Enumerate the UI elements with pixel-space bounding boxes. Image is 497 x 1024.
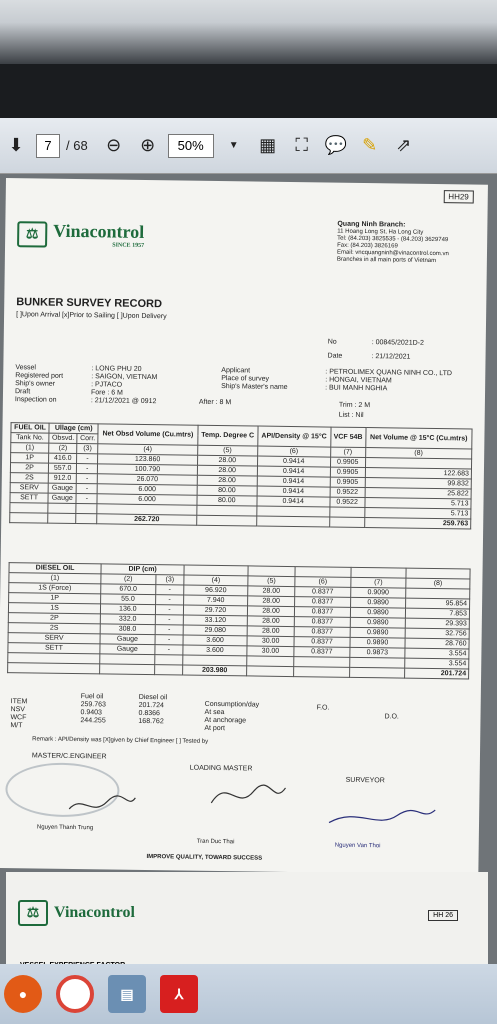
page-count: / 68 <box>66 138 88 153</box>
branch-tel: Tel: (84.203) 3825535 - (84.203) 3629749 <box>337 235 449 244</box>
fuel-sub-corr: Corr. <box>77 434 98 444</box>
table-cell: SERV <box>10 483 48 494</box>
table-cell: 0.9890 <box>350 617 406 628</box>
table-cell: 0.9522 <box>330 487 365 497</box>
consumption-port: At port <box>204 724 226 733</box>
slogan: IMPROVE QUALITY, TOWARD SUCCESS <box>146 854 263 862</box>
signature-master <box>67 789 137 820</box>
no-label: No <box>327 338 337 346</box>
value-aft: After : 8 M <box>198 398 232 407</box>
table-cell: Gauge <box>100 644 155 655</box>
idx: (3) <box>156 575 185 585</box>
diesel-total-net: 201.724 <box>405 668 469 679</box>
share-icon[interactable]: ⇗ <box>396 135 412 155</box>
taskbar <box>0 964 497 1024</box>
branch-address: 11 Hoang Long St, Ha Long City <box>337 228 424 236</box>
idx: (1) <box>11 443 49 454</box>
table-cell: 55.0 <box>101 594 156 605</box>
name-loading: Tran Duc Thai <box>196 838 235 846</box>
table-cell: 28.760 <box>405 638 469 649</box>
table-cell: 29.393 <box>406 618 470 629</box>
fit-page-icon[interactable]: ▦ <box>259 135 277 155</box>
table-cell: 0.9414 <box>257 486 330 497</box>
remark: Remark : API/Density was [X]given by Chief Engineer [ ] Tested by <box>32 736 209 745</box>
diesel-oil-table <box>7 562 471 679</box>
table-cell: 912.0 <box>48 473 76 483</box>
table-cell: 6.000 <box>97 484 197 495</box>
table-cell: 670.0 <box>101 584 156 595</box>
table-cell: 0.8377 <box>294 647 350 658</box>
table-cell: 2P <box>10 463 48 474</box>
table-cell: 5.713 <box>365 498 471 509</box>
page-number-input[interactable]: 7 <box>36 134 60 158</box>
pdf-toolbar <box>0 118 497 174</box>
table-cell: - <box>155 635 184 645</box>
name-master: Nguyen Thanh Trung <box>36 824 94 832</box>
image-viewer-icon[interactable]: ▤ <box>108 975 146 1013</box>
diesel-summary <box>138 694 167 726</box>
table-cell: SERV <box>8 633 100 644</box>
consumption-anchorage: At anchorage <box>204 716 247 725</box>
fuel-header-net: Net Volume @ 15°C (Cu.mtrs) <box>365 428 472 449</box>
table-cell: 332.0 <box>100 614 155 625</box>
page2-code: HH 26 <box>428 910 458 921</box>
idx: (1) <box>9 573 101 584</box>
list-value: List : Nil <box>338 411 364 420</box>
fuel-oil-table <box>9 422 472 529</box>
idx: (5) <box>197 445 257 456</box>
table-cell: 28.00 <box>248 586 295 597</box>
table-cell: 28.00 <box>247 626 294 637</box>
applicant-values <box>325 368 452 394</box>
surveyor-label: SURVEYOR <box>345 776 385 785</box>
table-cell: 0.9905 <box>330 457 365 467</box>
company-logo-page2 <box>18 900 135 926</box>
date-value: : 21/12/2021 <box>371 353 411 361</box>
value-place: : HONGAI, VIETNAM <box>325 376 392 385</box>
date-label: Date <box>327 352 343 360</box>
label-master: Ship's Master's name <box>221 383 288 391</box>
table-cell: 32.756 <box>405 628 469 639</box>
branch-block <box>337 221 478 266</box>
table-cell: 1S (Force) <box>9 583 101 594</box>
table-cell: - <box>155 585 184 595</box>
idx: (6) <box>295 577 351 588</box>
fuel-col-title: Fuel oil <box>80 693 104 701</box>
applicant-labels <box>221 367 288 392</box>
doc-code: HH29 <box>443 190 474 203</box>
pdf-page <box>0 178 488 875</box>
table-cell: 0.8377 <box>295 587 351 598</box>
table-cell: 96.920 <box>184 585 248 596</box>
minus-circle-icon[interactable]: ⊖ <box>106 135 122 155</box>
table-cell: - <box>76 484 97 494</box>
comment-icon[interactable]: 💬 <box>324 135 347 155</box>
value-owner: : PJTACO <box>91 381 123 389</box>
table-cell: 28.00 <box>247 596 294 607</box>
trim-value: Trim : 2 M <box>338 401 371 410</box>
table-cell: 28.00 <box>247 606 294 617</box>
table-cell: 80.00 <box>197 485 257 496</box>
signature-loading <box>207 777 287 814</box>
value-applicant: : PETROLIMEX QUANG NINH CO., LTD <box>325 368 453 378</box>
fuel-mt: 244.255 <box>80 717 106 725</box>
table-cell: 2S <box>8 623 100 634</box>
idx: (2) <box>49 443 77 453</box>
label-applicant: Applicant <box>221 367 251 375</box>
table-cell: 0.9905 <box>330 467 365 477</box>
record-title: BUNKER SURVEY RECORD <box>16 296 163 311</box>
label-place: Place of survey <box>221 375 270 383</box>
table-cell: 123.860 <box>98 454 198 465</box>
table-cell: 0.9414 <box>257 496 330 507</box>
full-screen-icon[interactable]: ⛶ <box>295 135 308 155</box>
vessel-labels <box>15 364 63 405</box>
no-value: : 00845/2021D-2 <box>371 339 424 347</box>
value-fore: Fore : 6 M <box>90 389 123 397</box>
table-cell: 0.9414 <box>257 476 330 487</box>
table-cell: 0.8377 <box>295 597 351 608</box>
table-cell: 25.822 <box>365 488 471 499</box>
plus-circle-icon[interactable]: ⊕ <box>140 135 156 155</box>
table-cell: 28.00 <box>197 475 257 486</box>
fuel-nsv: 259.763 <box>80 701 107 709</box>
idx: (3) <box>77 444 98 454</box>
table-cell: 0.9905 <box>330 477 365 487</box>
vessel-values <box>91 365 158 406</box>
table-cell: 6.000 <box>97 494 197 505</box>
table-cell: 3.554 <box>405 648 469 659</box>
company-logo <box>17 220 144 250</box>
wcf-label: WCF <box>10 714 27 722</box>
table-cell: 26.070 <box>98 474 198 485</box>
value-master: : BUI MANH NGHIA <box>325 384 388 393</box>
since-label: SINCE 1957 <box>112 242 145 249</box>
mt-label: M/T <box>10 722 23 730</box>
firefox-icon[interactable]: ● <box>4 975 42 1013</box>
table-cell: 95.854 <box>406 598 470 609</box>
table-cell: 29.720 <box>184 605 248 616</box>
table-cell: 7.853 <box>406 608 470 619</box>
table-cell: 7.940 <box>184 595 248 606</box>
idx: (7) <box>351 577 407 588</box>
table-cell: - <box>77 464 98 474</box>
item-labels <box>10 698 27 730</box>
vinacontrol-logo-icon: ⚖ <box>17 221 47 247</box>
pdf-reader-icon[interactable]: ⅄ <box>160 975 198 1013</box>
table-cell: 0.8377 <box>294 637 350 648</box>
table-cell: 0.9090 <box>350 587 406 598</box>
table-cell: Gauge <box>48 493 76 503</box>
diesel-mt: 168.762 <box>138 717 164 726</box>
consumption-title: Consumption/day <box>204 700 260 709</box>
fuel-header-vcf: VCF 54B <box>330 427 365 447</box>
company-name: Vinacontrol <box>53 220 145 242</box>
next-pdf-page <box>6 872 488 972</box>
fuel-header-ullage: Ullage (cm) <box>49 423 98 434</box>
chevron-down-icon[interactable]: ▼ <box>228 140 239 151</box>
value-inspection: : 21/12/2021 @ 0912 <box>90 397 157 406</box>
fo-label: F.O. <box>316 704 330 712</box>
table-cell: 3.600 <box>183 645 247 656</box>
fuel-header-title: FUEL OIL <box>11 423 49 434</box>
table-cell: 1S <box>8 603 100 614</box>
highlight-icon[interactable]: ✎ <box>362 135 378 155</box>
diesel-nsv: 201.724 <box>138 701 165 710</box>
idx: (6) <box>257 446 330 457</box>
table-cell: 28.00 <box>197 455 257 466</box>
record-subtitle: [ ]Upon Arrival [x]Prior to Sailing [ ]Upon Delivery <box>16 311 167 321</box>
label-port: Registered port <box>15 372 64 380</box>
table-cell: 557.0 <box>49 463 77 473</box>
idx: (4) <box>184 575 248 586</box>
table-cell: 0.9522 <box>330 497 365 507</box>
table-cell: - <box>76 494 97 504</box>
diesel-wcf: 0.8366 <box>138 709 161 718</box>
value-vessel: : LONG PHU 20 <box>91 365 142 373</box>
do-label: D.O. <box>384 713 399 721</box>
table-cell: 0.9414 <box>257 456 330 467</box>
diesel-extra: 3.554 <box>405 658 469 669</box>
fuel-header-temp: Temp. Degree C <box>198 425 258 446</box>
diesel-header-title: DIESEL OIL <box>9 563 101 574</box>
fuel-summary <box>80 693 106 725</box>
nsv-label: NSV <box>10 706 26 714</box>
table-cell: SETT <box>10 493 48 504</box>
table-cell: 3.600 <box>183 635 247 646</box>
idx: (2) <box>101 574 156 585</box>
table-cell: 308.0 <box>100 624 155 635</box>
table-cell: 99.832 <box>365 478 471 489</box>
vinacontrol-logo-icon: ⚖ <box>18 900 48 926</box>
idx: (8) <box>406 578 470 589</box>
diesel-header-dip: DIP (cm) <box>101 564 184 575</box>
table-cell: Gauge <box>100 634 155 645</box>
table-cell: 2S <box>10 473 48 484</box>
company-name-page2: Vinacontrol <box>54 904 135 921</box>
fuel-header-obsd: Net Obsd Volume (Cu.mtrs) <box>98 424 198 445</box>
table-cell: 0.9890 <box>350 607 406 618</box>
table-cell: - <box>77 454 98 464</box>
table-cell: Gauge <box>48 483 76 493</box>
branch-note: Branches in all main ports of Vietnam <box>336 256 437 265</box>
table-cell: 416.0 <box>49 453 77 463</box>
fuel-extra: 5.713 <box>364 508 470 519</box>
label-inspection: Inspection on <box>14 396 57 404</box>
diesel-total-obsd: 203.980 <box>183 665 247 676</box>
table-cell: 0.8377 <box>295 607 351 618</box>
signature-surveyor <box>327 803 437 835</box>
branch-fax: Fax: (84.203) 3826169 <box>337 242 398 250</box>
table-cell: 1P <box>9 593 101 604</box>
item-label: ITEM <box>10 698 28 706</box>
chrome-icon[interactable] <box>56 975 94 1013</box>
name-surveyor: Nguyen Van Thoi <box>334 842 381 850</box>
fuel-total-obsd: 262.720 <box>97 514 197 525</box>
monitor-bezel <box>0 0 497 64</box>
table-cell: - <box>155 615 184 625</box>
table-cell: 0.9890 <box>350 637 406 648</box>
table-cell: 2P <box>8 613 100 624</box>
table-cell: 0.8377 <box>294 627 350 638</box>
table-cell: 29.080 <box>183 625 247 636</box>
table-cell: - <box>77 474 98 484</box>
table-cell: - <box>155 605 184 615</box>
table-cell: 136.0 <box>100 604 155 615</box>
table-cell: 33.120 <box>183 615 247 626</box>
fuel-wcf: 0.9403 <box>80 709 103 717</box>
value-port: : SAIGON, VIETNAM <box>91 373 158 382</box>
table-cell: 30.00 <box>247 636 294 647</box>
table-cell: 0.9873 <box>350 647 406 658</box>
table-cell: 28.00 <box>197 465 257 476</box>
table-cell: 30.00 <box>247 646 294 657</box>
fuel-total-net: 259.763 <box>364 518 470 529</box>
diesel-col-title: Diesel oil <box>138 693 168 702</box>
fuel-sub-obsvd: Obsvd. <box>49 433 77 443</box>
table-cell: 0.9890 <box>350 627 406 638</box>
table-cell: 28.00 <box>247 616 294 627</box>
table-cell: SETT <box>8 643 100 654</box>
fuel-header-api: API/Density @ 15°C <box>258 426 331 447</box>
idx: (4) <box>98 444 198 455</box>
arrow-down-icon[interactable]: ⬇ <box>8 135 24 155</box>
branch-email: Email: vncquangninh@vinacontrol.com.vn <box>336 249 449 258</box>
zoom-select[interactable]: 50% <box>168 134 214 158</box>
label-draft: Draft <box>14 388 31 396</box>
idx: (7) <box>330 447 365 457</box>
branch-title: Quang Ninh Branch: <box>337 220 406 229</box>
table-cell: 80.00 <box>197 495 257 506</box>
table-cell: - <box>155 595 184 605</box>
table-cell: - <box>155 625 184 635</box>
table-cell: 0.9414 <box>257 466 330 477</box>
consumption-sea: At sea <box>204 708 225 717</box>
master-label: MASTER/C.ENGINEER <box>31 752 107 761</box>
table-cell: 0.8377 <box>294 617 350 628</box>
table-cell: 122.683 <box>365 468 471 479</box>
table-cell: 100.790 <box>98 464 198 475</box>
idx: (5) <box>248 576 295 587</box>
table-cell: - <box>155 645 184 655</box>
consumption-block <box>204 701 259 734</box>
loading-master-label: LOADING MASTER <box>189 764 253 773</box>
label-vessel: Vessel <box>15 364 37 372</box>
idx: (8) <box>365 448 471 459</box>
label-owner: Ship's owner <box>15 380 56 388</box>
table-cell: 1P <box>11 453 49 464</box>
table-cell: 0.9890 <box>350 597 406 608</box>
fuel-sub-tank: Tank No. <box>11 433 49 444</box>
